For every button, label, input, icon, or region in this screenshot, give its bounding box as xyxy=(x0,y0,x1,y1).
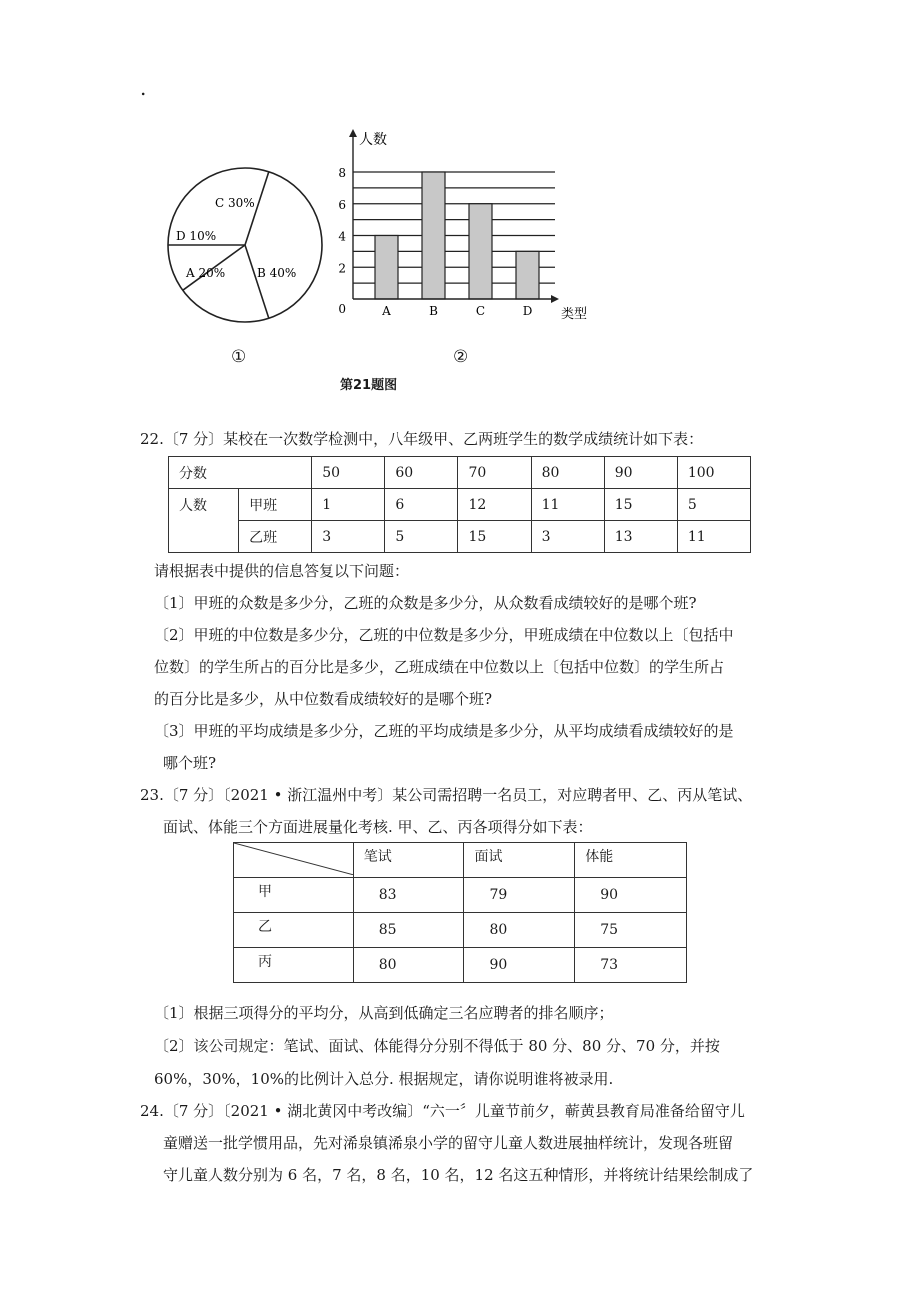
q24-line-2: 童赠送一批学惯用品，先对浠泉镇浠泉小学的留守儿童人数进展抽样统计，发现各班留 xyxy=(163,1134,734,1152)
table-row xyxy=(169,521,751,553)
page-marker: . xyxy=(140,76,147,100)
row-name: 甲班 xyxy=(239,489,312,521)
table-cell: 3 xyxy=(312,521,385,553)
q22-item-1: 〔1〕甲班的众数是多少分，乙班的众数是多少分，从众数看成绩较好的是哪个班? xyxy=(154,594,697,612)
table-header-row xyxy=(234,843,687,878)
pie-caption: ① xyxy=(231,347,247,367)
column-header: 面试 xyxy=(464,843,575,878)
x-axis-label: 类型 xyxy=(561,307,588,322)
x-tick-label: D xyxy=(522,304,533,318)
row-name: 乙 xyxy=(234,913,354,948)
x-tick-label: C xyxy=(475,304,486,318)
score-cell: 80 xyxy=(531,457,604,489)
row-group-label: 人数 xyxy=(169,489,239,553)
q22-item-2-cont: 位数〕的学生所占的百分比是多少，乙班成绩在中位数以上〔包括中位数〕的学生所占 xyxy=(154,658,725,676)
y-tick-label: 0 xyxy=(338,302,346,316)
table-cell: 12 xyxy=(458,489,531,521)
x-tick-label: B xyxy=(429,304,438,318)
table-cell: 73 xyxy=(575,948,687,983)
pie-label-c: C 30% xyxy=(215,196,255,210)
q22-item-2-cont: 的百分比是多少，从中位数看成绩较好的是哪个班? xyxy=(154,690,493,708)
q22-stem: 22.〔7 分〕某校在一次数学检测中，八年级甲、乙两班学生的数学成绩统计如下表： xyxy=(140,430,704,448)
score-cell: 50 xyxy=(312,457,385,489)
bar-chart xyxy=(338,129,587,322)
table-cell: 5 xyxy=(677,489,750,521)
q23-item-1: 〔1〕根据三项得分的平均分，从高到低确定三名应聘者的排名顺序； xyxy=(154,1004,614,1022)
pie-label-b: B 40% xyxy=(257,266,297,280)
score-cell: 60 xyxy=(385,457,458,489)
y-axis-label: 人数 xyxy=(359,132,387,148)
y-tick-label: 4 xyxy=(338,229,346,244)
q23-stem-cont: 面试、体能三个方面进展量化考核. 甲、乙、丙各项得分如下表： xyxy=(163,818,593,836)
pie-chart xyxy=(168,168,322,322)
bar-d xyxy=(516,251,539,299)
column-header: 笔试 xyxy=(353,843,464,878)
table-cell: 79 xyxy=(464,878,575,913)
diagonal-header-cell xyxy=(234,843,354,878)
table-cell: 1 xyxy=(312,489,385,521)
y-tick-label: 2 xyxy=(338,261,346,276)
q24-line-3: 守儿童人数分别为 6 名，7 名，8 名，10 名，12 名这五种情形，并将统计结果绘制成了 xyxy=(163,1166,754,1184)
q23-table xyxy=(233,842,687,983)
q22-prompt: 请根据表中提供的信息答复以下问题： xyxy=(154,562,410,580)
y-tick-label: 6 xyxy=(338,197,346,212)
score-cell: 100 xyxy=(677,457,750,489)
pie-label-a: A 20% xyxy=(186,266,226,280)
bar-a xyxy=(375,236,398,300)
diagonal-line xyxy=(234,843,354,875)
table-cell: 11 xyxy=(677,521,750,553)
table-cell: 13 xyxy=(604,521,677,553)
q23-stem: 23.〔7 分〕〔2021 • 浙江温州中考〕某公司需招聘一名员工，对应聘者甲、乙、丙从笔试、 xyxy=(140,786,753,804)
column-header: 体能 xyxy=(575,843,687,878)
y-tick-label: 8 xyxy=(338,166,346,180)
table-cell: 85 xyxy=(353,913,464,948)
table-header-row xyxy=(169,457,751,489)
table-row xyxy=(234,878,687,913)
q23-item-2: 〔2〕该公司规定：笔试、面试、体能得分分别不得低于 80 分、80 分、70 分，并按 xyxy=(154,1037,720,1055)
q22-item-2: 〔2〕甲班的中位数是多少分，乙班的中位数是多少分，甲班成绩在中位数以上〔包括中 xyxy=(154,626,734,644)
q22-table xyxy=(168,456,751,553)
q23-item-2-cont: 60%，30%，10%的比例计入总分. 根据规定，请你说明谁将被录用. xyxy=(154,1070,614,1088)
q22-item-3: 〔3〕甲班的平均成绩是多少分，乙班的平均成绩是多少分，从平均成绩看成绩较好的是 xyxy=(154,722,734,740)
row-name: 乙班 xyxy=(239,521,312,553)
table-cell: 5 xyxy=(385,521,458,553)
table-cell: 15 xyxy=(604,489,677,521)
table-cell: 75 xyxy=(575,913,687,948)
bar-b xyxy=(422,172,445,299)
pie-label-d: D 10% xyxy=(176,229,217,243)
y-axis-arrow xyxy=(349,129,357,137)
table-cell: 80 xyxy=(464,913,575,948)
table-cell: 90 xyxy=(464,948,575,983)
table-row xyxy=(234,948,687,983)
table-cell: 15 xyxy=(458,521,531,553)
table-cell: 6 xyxy=(385,489,458,521)
table-cell: 11 xyxy=(531,489,604,521)
score-cell: 90 xyxy=(604,457,677,489)
table-row xyxy=(169,489,751,521)
header-label: 分数 xyxy=(169,457,312,489)
x-tick-label: A xyxy=(382,304,391,318)
row-name: 甲 xyxy=(234,878,354,913)
bar-caption: ② xyxy=(453,347,469,367)
x-axis-arrow xyxy=(551,295,559,303)
table-cell: 90 xyxy=(575,878,687,913)
bar-c xyxy=(469,204,492,299)
score-cell: 70 xyxy=(458,457,531,489)
table-row xyxy=(234,913,687,948)
row-name: 丙 xyxy=(234,948,354,983)
figure-21 xyxy=(160,125,620,325)
table-cell: 83 xyxy=(353,878,464,913)
q24-line-1: 24.〔7 分〕〔2021 • 湖北黄冈中考改编〕“六一〞儿童节前夕，蕲黄县教育局准备给留守儿 xyxy=(140,1102,745,1120)
figure-title: 第21题图 xyxy=(340,378,398,393)
table-cell: 3 xyxy=(531,521,604,553)
table-cell: 80 xyxy=(353,948,464,983)
q22-item-3-cont: 哪个班? xyxy=(163,754,217,772)
